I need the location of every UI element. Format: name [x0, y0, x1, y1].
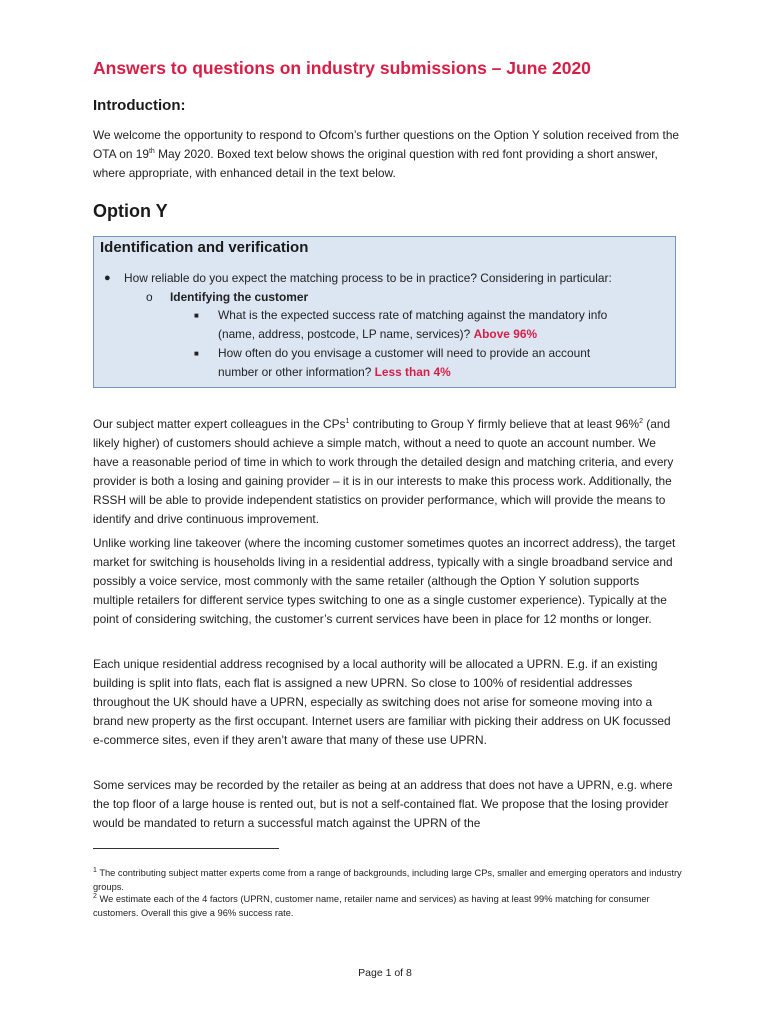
page-number: Page 1 of 8 [358, 967, 412, 979]
question-2-line-1: How often do you envisage a customer will need to provide an account [218, 346, 591, 360]
question-bullet-1: How reliable do you expect the matching process to be in practice? Considering in particular: [124, 271, 612, 285]
footnote-divider [93, 848, 279, 849]
body-paragraph-2: Unlike working line takeover (where the incoming customer sometimes quotes an incorrect address), the target market for switching is households living in a residential address, typically with a single broadband service and possibly a voice service, most commonly with the same retailer (although the Option Y solution supports multiple retailers for different service types switching to one as a single customer experience). Typically at the point of considering switching, the customer’s current services have been in place for 12 months or longer. [93, 536, 676, 626]
question-2-line-2 [218, 363, 451, 382]
footnote-2-number: 2 [93, 892, 97, 900]
sub-bullet-marker: o [146, 290, 153, 304]
bullet-dot-icon: ● [104, 272, 111, 284]
question-1-answer: Above 96% [473, 327, 538, 341]
option-y-heading: Option Y [93, 201, 168, 221]
question-2-text: number or other information? [218, 365, 372, 379]
square-bullet-icon: ■ [194, 349, 199, 358]
body-paragraph-1 [93, 415, 683, 529]
question-1-line-1: What is the expected success rate of matching against the mandatory info [218, 308, 608, 322]
footnote-2-text: We estimate each of the 4 factors (UPRN, customer name, retailer name and services) as having at least 99% matching for consumer customers. Overall this give a 96% success rate. [93, 894, 650, 918]
sub-item-identifying-customer: Identifying the customer [170, 290, 309, 304]
body-paragraph-3: Each unique residential address recognised by a local authority will be allocated a UPRN. E.g. if an existing building is split into flats, each flat is assigned a new UPRN. So close to 100% of residential addresses throughout the UK should have a UPRN, especially as switching does not arise for someone moving into a brand new property as the first occupant. Internet users are familiar with picking their address on UK focussed e-commerce sites, even if they aren’t aware that many of these use UPRN. [93, 657, 671, 747]
document-title: Answers to questions on industry submissions – June 2020 [93, 58, 591, 78]
footnote-ref-2[interactable]: 2 [639, 418, 643, 426]
footnote-1 [93, 867, 693, 894]
introduction-heading: Introduction: [93, 97, 186, 114]
introduction-paragraph [93, 126, 683, 183]
question-box-title: Identification and verification [100, 239, 309, 256]
p1-text-c: (and likely higher) of customers should achieve a simple match, without a need to quote an account number. We have a reasonable period of time in which to work through the detailed design and matching criteria, and every provider is both a losing and gaining provider – it is in our interests to make this process work. Additionally, the RSSH will be able to provide independent statistics on provider performance, which will provide the means to identify and drive continuous improvement. [93, 417, 674, 526]
question-1-line-2 [218, 325, 537, 344]
question-2-answer: Less than 4% [374, 365, 451, 379]
p1-text-a: Our subject matter expert colleagues in the CPs [93, 417, 346, 431]
question-box [93, 236, 676, 388]
footnote-2 [93, 893, 693, 920]
footnote-ref-1[interactable]: 1 [345, 418, 350, 426]
intro-superscript: th [148, 148, 155, 156]
p1-text-b: contributing to Group Y firmly believe that at least 96% [349, 417, 640, 431]
intro-text-part-2: May 2020. Boxed text below shows the original question with red font providing a short answer, where appropriate, with enhanced detail in the text below. [93, 147, 658, 180]
footnote-1-text: The contributing subject matter experts come from a range of backgrounds, including large CPs, smaller and emerging operators and industry groups. [93, 868, 682, 892]
intro-text-part-1: We welcome the opportunity to respond to Ofcom’s further questions on the Option Y solution received from the OTA on 19 [93, 128, 680, 161]
square-bullet-icon: ■ [194, 311, 199, 320]
body-paragraph-4: Some services may be recorded by the retailer as being at an address that does not have a UPRN, e.g. where the top floor of a large house is rented out, but is not a self-contained flat. We propose that the losing provider would be mandated to return a successful match against the UPRN of the [93, 778, 673, 830]
question-1-text: (name, address, postcode, LP name, services)? [218, 327, 471, 341]
footnote-1-number: 1 [93, 866, 97, 874]
